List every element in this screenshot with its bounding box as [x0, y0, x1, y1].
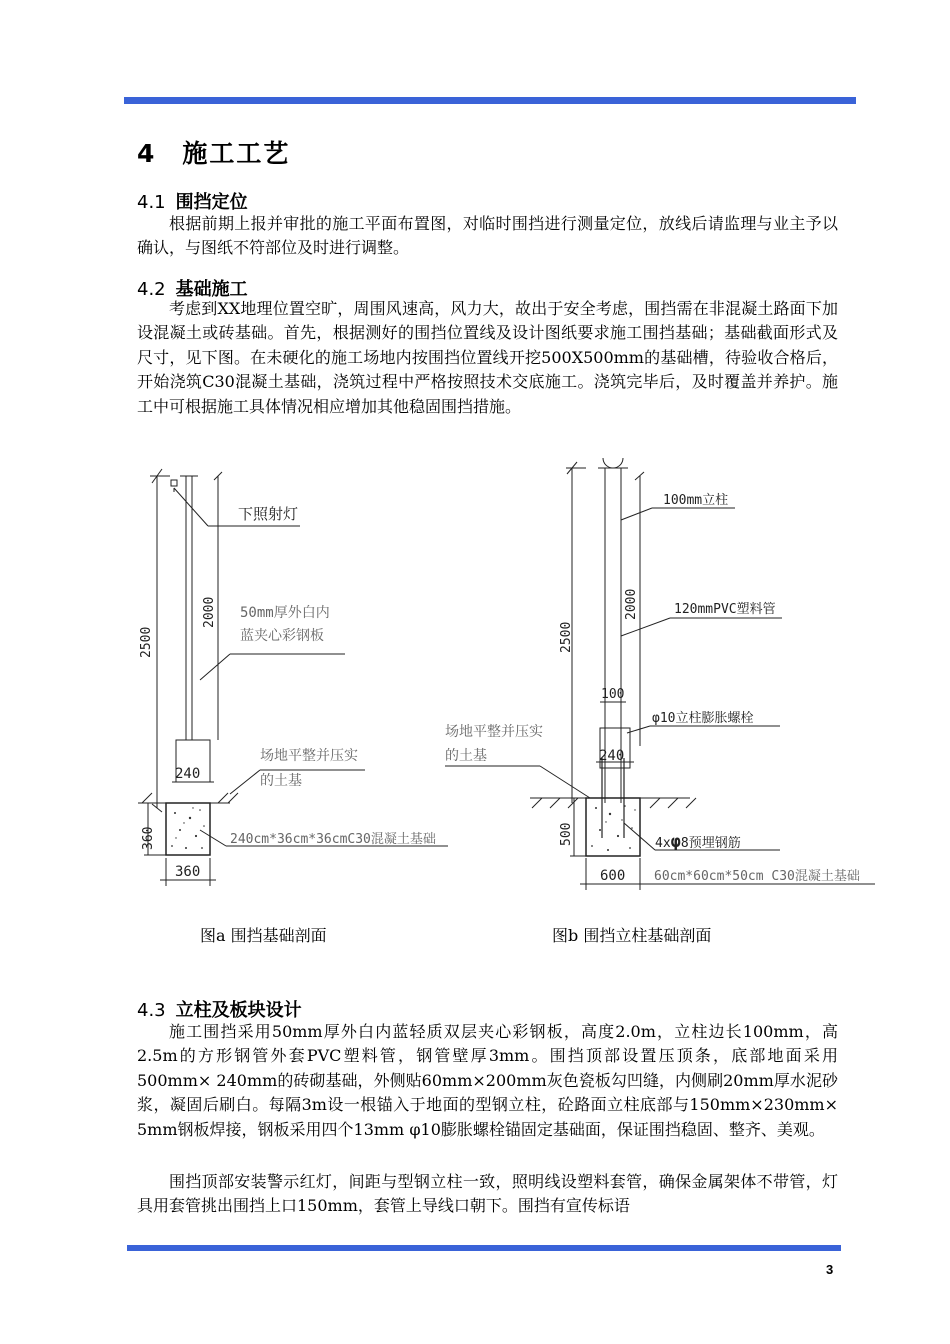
paragraph-4-1: 根据前期上报并审批的施工平面布置图，对临时围挡进行测量定位，放线后请监理与业主予以确认，与图纸不符部位及时进行调整。	[137, 214, 838, 258]
section-number: 4	[137, 139, 157, 168]
fig-a-dim-360-h: 360	[175, 864, 201, 880]
figure-a-drawing	[138, 469, 448, 886]
page-number: 3	[826, 1262, 834, 1277]
fig-b-dim-240: 240	[599, 748, 625, 764]
subsection-title: 基础施工	[175, 279, 248, 300]
subsection-number: 4.2	[137, 279, 166, 300]
foundation-diagrams	[130, 458, 890, 898]
subsection-number: 4.1	[137, 192, 166, 213]
paragraph-4-3-a: 施工围挡采用50mm厚外白内蓝轻质双层夹心彩钢板，高度2.0m，立柱边长100mm，高2.5m的方形钢管外套PVC塑料管，钢管壁厚3mm。围挡顶部设置压顶条，底部地面采用500mm× 240mm的砖砌基础，外侧贴60mm×200mm灰色瓷板勾凹缝，内侧刷20mm厚水泥砂浆，凝固后刷白。每隔3m设一根锚入于地面的型钢立柱，砼路面立柱底部与150mm×230mm× 5mm钢板焊接，钢板采用四个13mm φ10膨胀螺栓锚固定基础面，保证围挡稳固、整齐、美观。	[137, 1022, 838, 1139]
fig-a-dim-2500: 2500	[139, 626, 154, 658]
figure-b-drawing	[445, 458, 875, 890]
fig-b-label-pvc: 120mmPVC塑料管	[674, 602, 776, 617]
figure-b-caption: 图b 围挡立柱基础剖面	[552, 926, 712, 945]
footer-rule	[127, 1245, 841, 1251]
fig-b-dim-600: 600	[600, 868, 626, 884]
foundation-drawing	[130, 458, 890, 898]
fig-b-label-bolt: φ10立柱膨胀螺栓	[652, 711, 754, 726]
fig-b-label-rebar: 4xφ8预埋钢筋	[655, 832, 741, 852]
subsection-number: 4.3	[137, 1000, 166, 1021]
fig-a-label-panel-2: 蓝夹心彩钢板	[240, 628, 324, 644]
fig-a-label-ground-1: 场地平整并压实	[260, 748, 358, 764]
fig-b-label-base: 60cm*60cm*50cm C30混凝土基础	[654, 869, 860, 884]
fig-b-label-ground-1: 场地平整并压实	[445, 724, 543, 740]
fig-b-label-ground-2: 的土基	[445, 748, 487, 764]
subsection-heading-4-3	[137, 996, 302, 1022]
fig-b-concrete-speckle	[591, 805, 636, 851]
fig-a-dim-2000: 2000	[202, 596, 217, 628]
paragraph-4-2: 考虑到XX地理位置空旷，周围风速高，风力大，故出于安全考虑，围挡需在非混凝土路面下加设混凝土或砖基础。首先，根据测好的围挡位置线及设计图纸要求施工围挡基础；基础截面形式及尺寸，见下图。在未硬化的施工场地内按围挡位置线开挖500X500mm的基础槽，待验收合格后，开始浇筑C30混凝土基础，浇筑过程中严格按照技术交底施工。浇筑完毕后，及时覆盖并养护。施工中可根据施工具体情况相应增加其他稳固围挡措施。	[137, 299, 838, 416]
fig-a-concrete-speckle	[171, 807, 205, 849]
section-title: 施工工艺	[182, 139, 291, 168]
fig-b-dim-2000: 2000	[624, 588, 639, 620]
fig-b-dim-500: 500	[559, 822, 574, 846]
fig-b-dim-2500: 2500	[559, 621, 574, 653]
fig-a-dim-240: 240	[175, 766, 201, 782]
subsection-heading-4-1	[137, 188, 248, 214]
subsection-title: 围挡定位	[175, 192, 248, 213]
fig-a-label-panel-1: 50mm厚外白内	[240, 605, 330, 621]
fig-b-label-post: 100mm立柱	[663, 493, 729, 508]
fig-a-label-ground-2: 的土基	[260, 773, 302, 789]
fig-a-label-light: 下照射灯	[238, 505, 299, 523]
fig-a-label-base: 240cm*36cm*36cmC30混凝土基础	[230, 832, 436, 847]
paragraph-4-3-b: 围挡顶部安装警示红灯，间距与型钢立柱一致，照明线设塑料套管，确保金属架体不带管，灯具用套管挑出围挡上口150mm，套管上导线口朝下。围挡有宣传标语	[137, 1172, 838, 1216]
fig-b-dim-100: 100	[601, 687, 625, 702]
section-heading	[137, 134, 290, 170]
header-rule	[124, 97, 856, 104]
figure-a-caption: 图a 围挡基础剖面	[200, 926, 327, 945]
subsection-title: 立柱及板块设计	[175, 1000, 302, 1021]
fig-a-dim-360-v: 360	[141, 826, 156, 850]
